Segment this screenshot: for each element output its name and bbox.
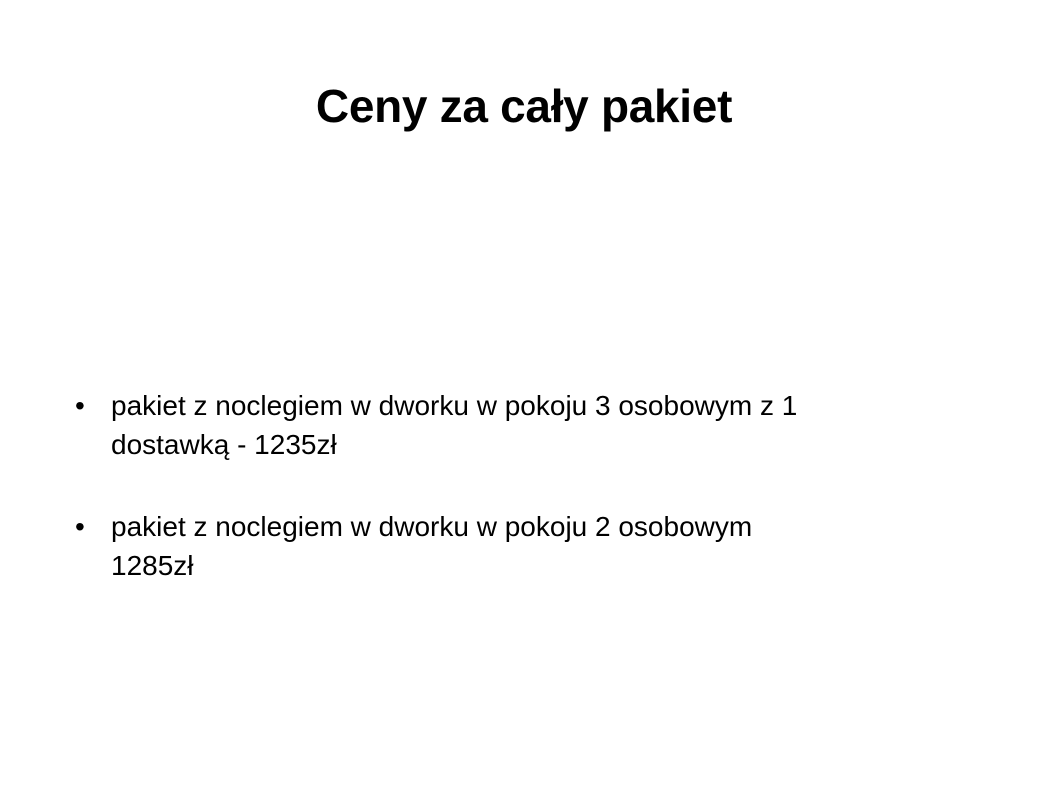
list-item [70, 386, 970, 464]
bullet-text-line-1: pakiet z noclegiem w dworku w pokoju 3 osobowym z 1 [111, 390, 798, 421]
bullet-marker-icon: • [75, 511, 85, 542]
bullet-list [70, 386, 970, 628]
bullet-marker-icon: • [75, 390, 85, 421]
list-item [70, 507, 970, 585]
bullet-text-line-1: pakiet z noclegiem w dworku w pokoju 2 osobowym [111, 511, 753, 542]
bullet-text-line-2: dostawką - 1235zł [111, 429, 337, 460]
bullet-text-line-2: 1285zł [111, 550, 194, 581]
slide-title: Ceny za cały pakiet [315, 80, 733, 132]
